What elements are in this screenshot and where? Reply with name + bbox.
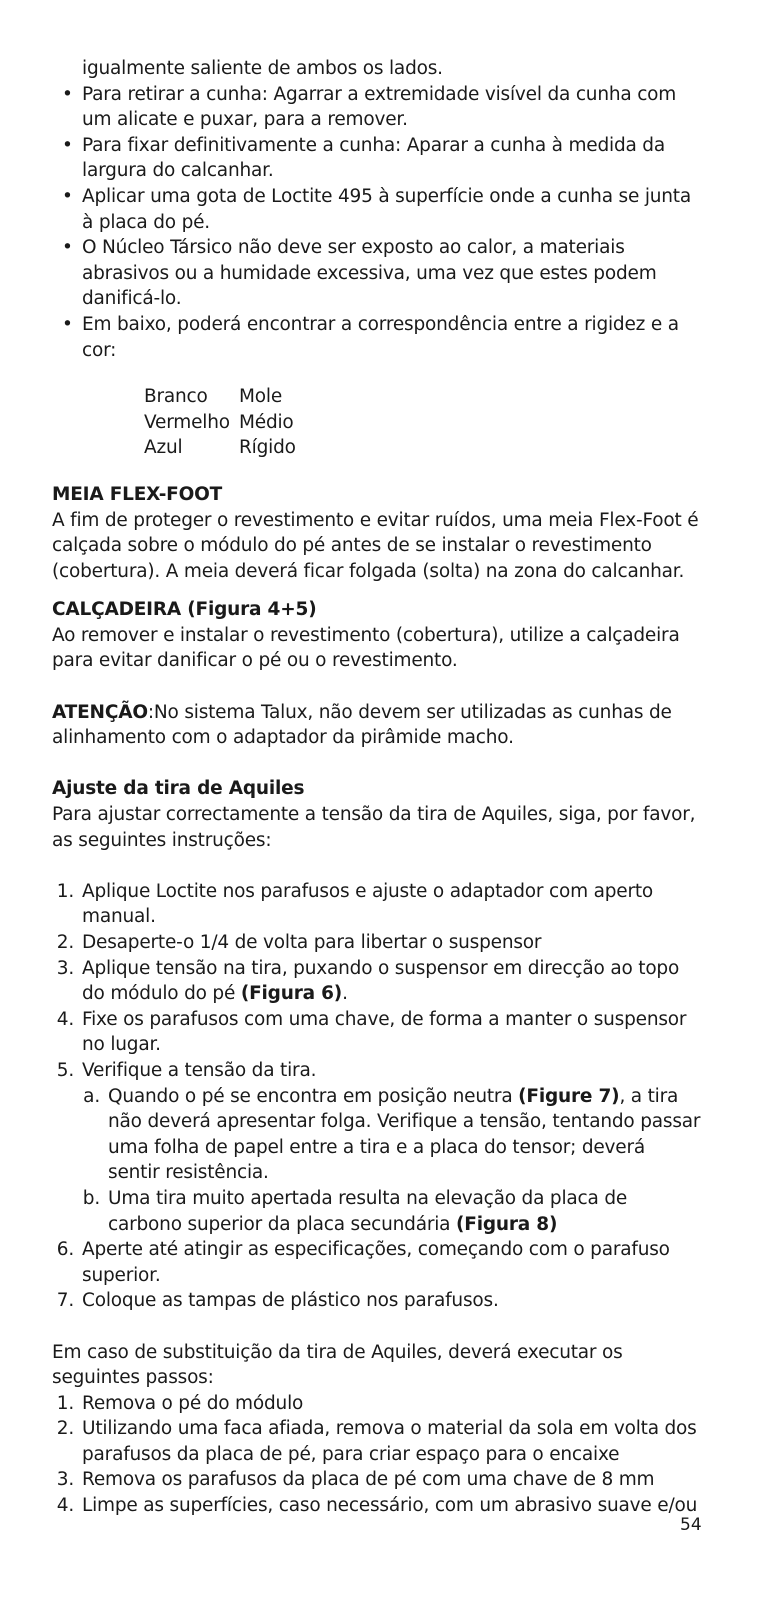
list-item [52,1467,702,1493]
list-item [52,1007,702,1058]
list-item [52,1416,702,1467]
stiffness-color-table [144,384,296,461]
substep-letter: a . [82,1084,100,1110]
section-heading-ajuste: Ajuste da tira de Aquiles [52,778,305,800]
attention-text: :No sistema Talux, não devem ser utilizadas as cunhas de alinhamento com o adaptador da pirâmide macho. [52,701,672,749]
step-text: Utilizando uma faca afiada, remova o material da sola em volta dos parafusos da placa de pé, para criar espaço para o encaixe [82,1418,697,1465]
list-item [52,1288,702,1314]
step-text: Verifique a tensão da tira. [82,1059,317,1081]
list-item [52,1058,702,1237]
step-text: Remova os parafusos da placa de pé com uma chave de 8 mm [82,1469,655,1491]
list-item [52,879,702,930]
substep-text: Quando o pé se encontra em posição neutra [108,1085,519,1107]
substep-item [82,1084,702,1186]
step-number: 4 . [52,1007,74,1033]
section-heading-meia: MEIA FLEX-FOOT [52,483,223,505]
wedge-instructions-list [52,82,702,364]
step-number: 2 . [52,1416,74,1442]
step-text: Aperte até atingir as especificações, começando com o parafuso superior. [82,1239,670,1286]
step-text: Coloque as tampas de plástico nos parafusos. [82,1290,499,1312]
figure-reference: (Figura 8) [456,1213,558,1235]
calcadeira-paragraph: Ao remover e instalar o revestimento (cobertura), utilize a calçadeira para evitar danificar o pé ou o revestimento. [52,624,680,672]
step-number: 4 . [52,1493,74,1519]
step-text: Aplique Loctite nos parafusos e ajuste o adaptador com aperto manual. [82,880,654,928]
table-row [144,384,296,410]
step-text-end: . [342,983,348,1005]
figure-reference: (Figure 7) [518,1085,620,1107]
step-text: Desaperte-o 1/4 de volta para libertar o suspensor [82,932,542,953]
step-text: Aplique tensão na tira, puxando o suspensor em direcção ao topo do módulo do pé [82,957,680,1005]
table-row [144,435,296,461]
page-number: 54 [680,1515,702,1535]
stiffness-cell: Rígido [239,437,296,459]
step-number: 1 . [52,1391,74,1417]
step-text: Limpe as superfícies, caso necessário, com um abrasivo suave e/ou [82,1495,698,1517]
bullet-item: • Aplicar uma gota de Loctite 495 à superfície onde a cunha se junta à placa do pé. [52,184,702,235]
adjustment-steps-list [52,879,702,1314]
document-page [52,56,702,1519]
stiffness-cell: Mole [239,386,283,408]
list-item [52,956,702,1007]
step-text: Remova o pé do módulo [82,1392,304,1414]
step-number: 3 . [52,956,74,982]
replacement-steps-list [52,1391,702,1519]
ajuste-intro: Para ajustar correctamente a tensão da tira de Aquiles, siga, por favor, as seguintes instruções: [52,804,696,851]
replacement-intro: Em caso de substituição da tira de Aquiles, deverá executar os seguintes passos: [52,1341,623,1389]
step-number: 6 . [52,1237,74,1263]
step-text: Fixe os parafusos com uma chave, de forma a manter o suspensor no lugar. [82,1008,687,1056]
substeps-list [82,1084,702,1238]
color-cell: Azul [144,437,183,459]
section-heading-calcadeira: CALÇADEIRA (Figura 4+5) [52,599,317,621]
bullet-item: • Para fixar definitivamente a cunha: Aparar a cunha à medida da largura do calcanhar. [52,133,702,184]
step-number: 5 . [52,1058,74,1084]
substep-text-end: , a tira não deverá apresentar folga. Verifique a tensão, tentando passar uma folha de papel entre a tira e a placa do tensor; deverá sentir resistência. [108,1085,701,1184]
table-row [144,410,296,436]
substep-item [82,1186,702,1237]
substep-text: Uma tira muito apertada resulta na elevação da placa de carbono superior da placa secundária [108,1187,628,1235]
color-cell: Branco [144,386,208,408]
meia-paragraph: A fim de proteger o revestimento e evitar ruídos, uma meia Flex-Foot é calçada sobre o módulo do pé antes de se instalar o revestimento (cobertura). A meia deverá ficar folgada (solta) na zona do calcanhar. [52,509,699,582]
list-item [52,930,702,956]
step-number: 3 . [52,1467,74,1493]
figure-reference: (Figura 6) [240,983,343,1005]
list-item [52,1237,702,1288]
substep-letter: b . [82,1186,100,1212]
list-item [52,1493,702,1519]
bullet-item: • Para retirar a cunha: Agarrar a extremidade visível da cunha com um alicate e puxar, para a remover. [52,82,702,133]
list-item [52,1391,702,1417]
bullet-item: • Em baixo, poderá encontrar a correspondência entre a rigidez e a cor: [52,312,702,363]
attention-label: ATENÇÃO [52,701,148,723]
intro-continuation: igualmente saliente de ambos os lados. [82,58,443,79]
step-number: 7 . [52,1288,74,1314]
attention-paragraph [52,700,702,751]
bullet-item: • O Núcleo Társico não deve ser exposto ao calor, a materiais abrasivos ou a humidade excessiva, uma vez que estes podem danificá-lo. [52,235,702,312]
step-number: 2 . [52,930,74,956]
step-number: 1 . [52,879,74,905]
stiffness-cell: Médio [239,411,294,433]
color-cell: Vermelho [144,411,230,433]
